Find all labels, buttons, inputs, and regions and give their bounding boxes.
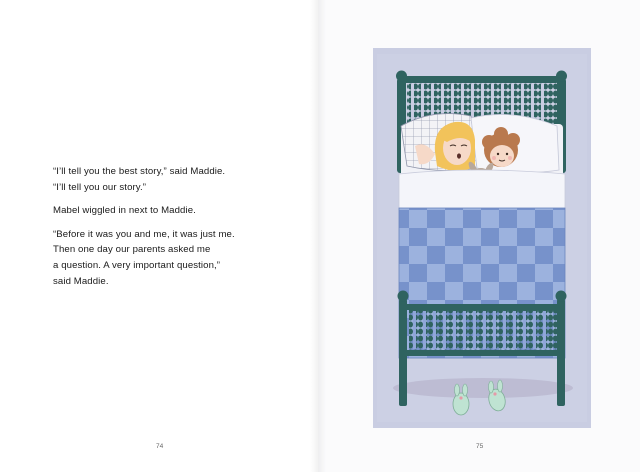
bed-shadow <box>393 378 573 398</box>
page-number-left: 74 <box>156 443 164 450</box>
text-line: a question. A very important question,” <box>53 259 221 271</box>
text-line: “Before it was you and me, it was just me. <box>53 228 235 240</box>
page-number-right: 75 <box>476 443 484 450</box>
blanket-fold <box>399 170 565 213</box>
paragraph-1 <box>53 164 293 195</box>
two-girls-in-bed-illustration <box>373 48 591 428</box>
paragraph-2 <box>53 203 293 219</box>
left-page <box>0 0 318 472</box>
text-line: “I’ll tell you the best story,” said Maddie. <box>53 166 226 177</box>
story-text <box>53 164 293 297</box>
text-line: “I’ll tell you our story.” <box>53 181 147 193</box>
text-line: said Maddie. <box>53 275 109 287</box>
text-line: Mabel wiggled in next to Maddie. <box>53 205 196 217</box>
text-line: Then one day our parents asked me <box>53 244 211 256</box>
paragraph-3 <box>53 227 293 289</box>
book-gutter <box>310 0 326 472</box>
